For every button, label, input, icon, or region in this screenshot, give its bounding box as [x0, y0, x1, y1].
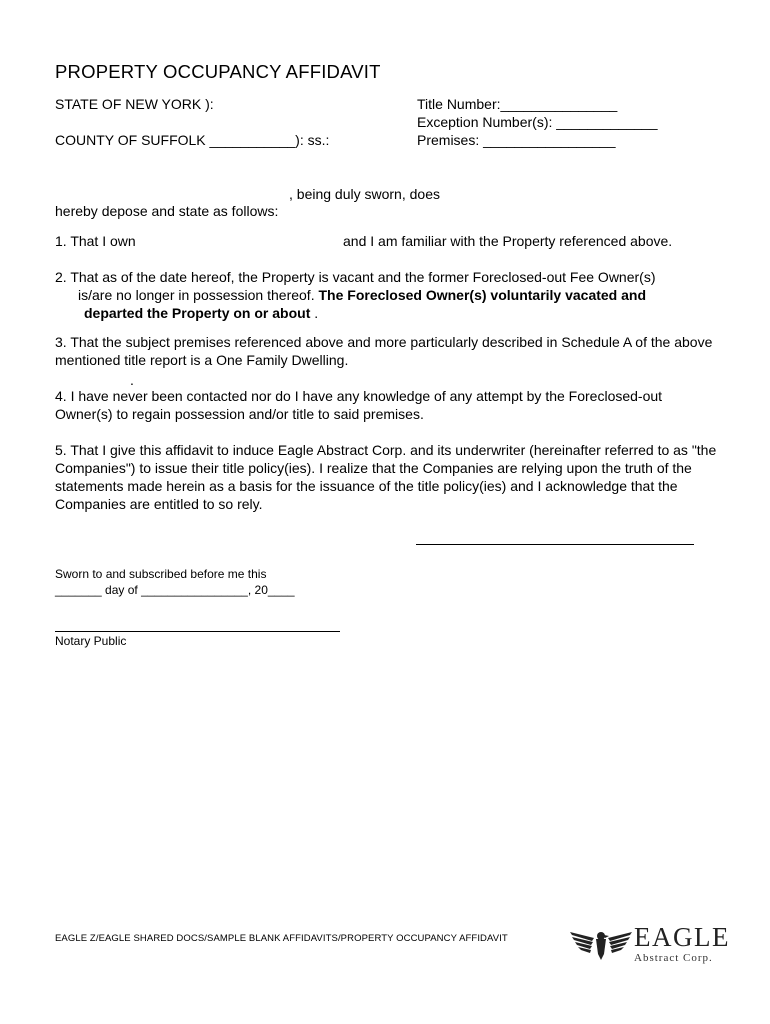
eagle-logo: [568, 922, 730, 966]
exception-number-field: Exception Number(s): _____________: [417, 114, 658, 130]
paragraph-2-normal-text: is/are no longer in possession thereof.: [78, 287, 319, 303]
title-number-field: Title Number:_______________: [417, 96, 618, 112]
affiant-signature-line: [416, 544, 694, 545]
paragraph-5: 5. That I give this affidavit to induce Eagle Abstract Corp. and its underwriter (hereinafter referred to as "the Companies") to issue their title policy(ies). I realize that the Companies are relying upon the truth of the statements made herein as a basis for the issuance of the title policy(ies) and I acknowledge that the Companies are entitled to so rely.: [55, 442, 717, 512]
paragraph-3: 3. That the subject premises referenced above and more particularly described in Schedule A of the above mentioned title report is a One Family Dwelling.: [55, 334, 713, 368]
paragraph-1-left: 1. That I own: [55, 233, 136, 249]
county-line: COUNTY OF SUFFOLK ___________): ss.:: [55, 132, 330, 148]
paragraph-2-bold-text: The Foreclosed Owner(s) voluntarily vacated and: [318, 287, 647, 303]
paragraph-2-line-3: [55, 304, 318, 322]
logo-subtitle: Abstract Corp.: [634, 952, 713, 964]
paragraph-2-line-2: [55, 286, 646, 304]
notary-signature-line: [55, 631, 340, 632]
sworn-line-2: hereby depose and state as follows:: [55, 203, 279, 219]
premises-field: Premises: _________________: [417, 132, 616, 148]
footer-path: EAGLE Z/EAGLE SHARED DOCS/SAMPLE BLANK AFFIDAVITS/PROPERTY OCCUPANCY AFFIDAVIT: [55, 933, 508, 944]
stray-mark: .: [130, 372, 134, 388]
document-title: PROPERTY OCCUPANCY AFFIDAVIT: [55, 61, 381, 82]
paragraph-2-bold-text-2: departed the Property on or about: [84, 305, 311, 321]
paragraph-2-end: .: [310, 305, 319, 321]
paragraph-1-right: and I am familiar with the Property referenced above.: [343, 233, 673, 249]
paragraph-2-line-1: 2. That as of the date hereof, the Property is vacant and the former Foreclosed-out Fee Owner(s): [55, 269, 656, 285]
sworn-line-1: , being duly sworn, does: [289, 186, 440, 202]
eagle-icon: [568, 924, 634, 964]
state-line: STATE OF NEW YORK ):: [55, 96, 214, 112]
notary-label: Notary Public: [55, 634, 127, 648]
sworn-to-text: Sworn to and subscribed before me this: [55, 567, 267, 581]
logo-wordmark: EAGLE: [634, 922, 730, 952]
day-of-line: _______ day of ________________, 20____: [55, 583, 295, 597]
paragraph-4: 4. I have never been contacted nor do I have any knowledge of any attempt by the Foreclosed-out Owner(s) to regain possession and/or title to said premises.: [55, 388, 663, 422]
